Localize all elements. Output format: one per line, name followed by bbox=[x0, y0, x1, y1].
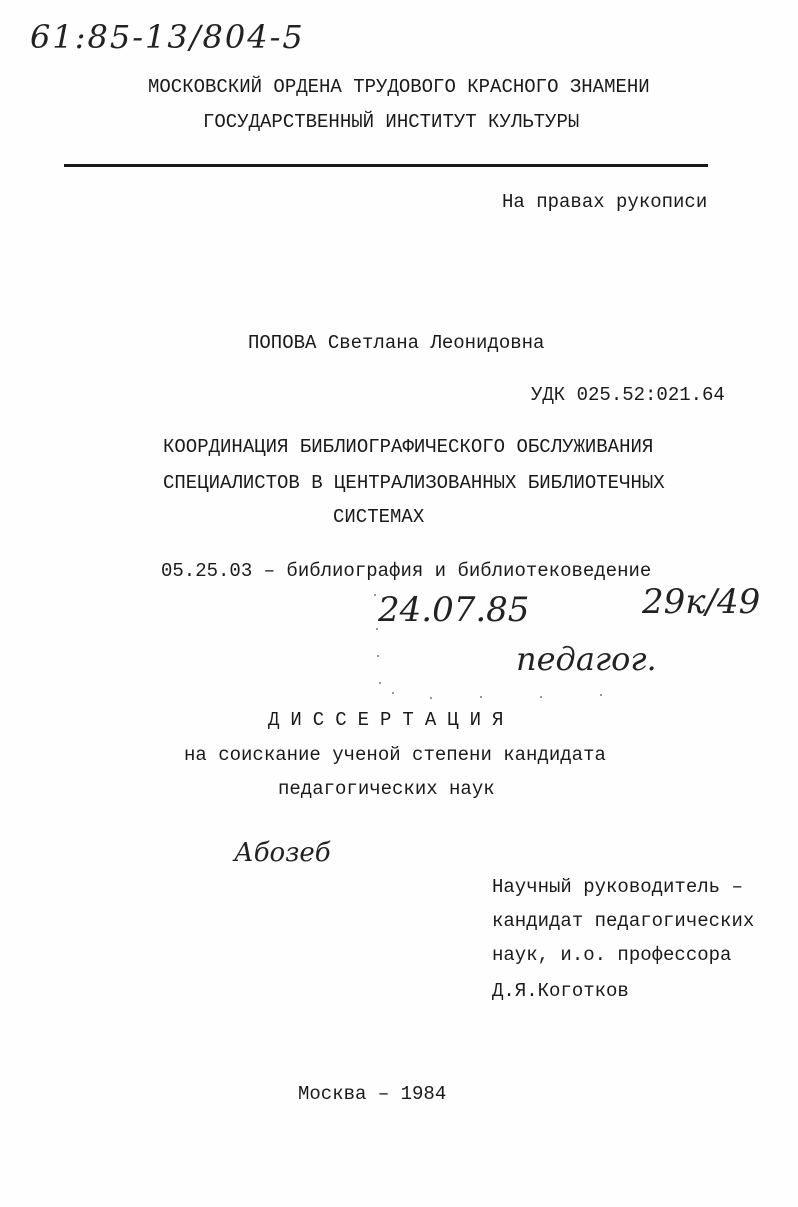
author-name: ПОПОВА Светлана Леонидовна bbox=[248, 332, 545, 354]
stamp-speck bbox=[480, 696, 482, 698]
stamp-speck bbox=[377, 655, 379, 657]
supervisor-line-1: Научный руководитель – bbox=[492, 876, 743, 898]
supervisor-line-3: наук, и.о. профессора bbox=[492, 944, 732, 966]
stamp-speck bbox=[379, 682, 381, 684]
specialty-code: 05.25.03 – библиография и библиотековедение bbox=[161, 560, 652, 582]
title-line-1: КООРДИНАЦИЯ БИБЛИОГРАФИЧЕСКОГО ОБСЛУЖИВАНИЯ bbox=[163, 436, 654, 458]
stamp-speck bbox=[374, 594, 376, 596]
stamp-speck bbox=[376, 628, 378, 630]
stamp-speck bbox=[392, 692, 394, 694]
supervisor-line-4: Д.Я.Коготков bbox=[492, 980, 629, 1002]
institution-line-2: ГОСУДАРСТВЕННЫЙ ИНСТИТУТ КУЛЬТУРЫ bbox=[203, 111, 580, 133]
institution-line-1: МОСКОВСКИЙ ОРДЕНА ТРУДОВОГО КРАСНОГО ЗНАМЕНИ bbox=[148, 76, 650, 98]
stamp-speck bbox=[430, 697, 432, 699]
degree-line-2: педагогических наук bbox=[278, 778, 495, 800]
udk-code: УДК 025.52:021.64 bbox=[531, 384, 725, 406]
header-rule bbox=[64, 164, 708, 167]
city-year: Москва – 1984 bbox=[298, 1083, 447, 1105]
work-type: ДИССЕРТАЦИЯ bbox=[268, 709, 515, 731]
archive-mark: 61:85-13/804-5 bbox=[30, 18, 305, 56]
stamp-speck bbox=[600, 694, 602, 696]
supervisor-line-2: кандидат педагогических bbox=[492, 910, 755, 932]
title-line-3: СИСТЕМАХ bbox=[333, 506, 425, 528]
rights-note: На правах рукописи bbox=[502, 191, 708, 213]
handwritten-note: педагог. bbox=[516, 640, 657, 678]
stamp-speck bbox=[540, 696, 542, 698]
degree-line-1: на соискание ученой степени кандидата bbox=[184, 744, 606, 766]
handwritten-signature: Абозеб bbox=[234, 838, 331, 868]
handwritten-number: 29к/49 bbox=[642, 582, 761, 622]
title-line-2: СПЕЦИАЛИСТОВ В ЦЕНТРАЛИЗОВАННЫХ БИБЛИОТЕЧНЫХ bbox=[163, 472, 665, 494]
handwritten-date: 24.07.85 bbox=[378, 590, 530, 630]
